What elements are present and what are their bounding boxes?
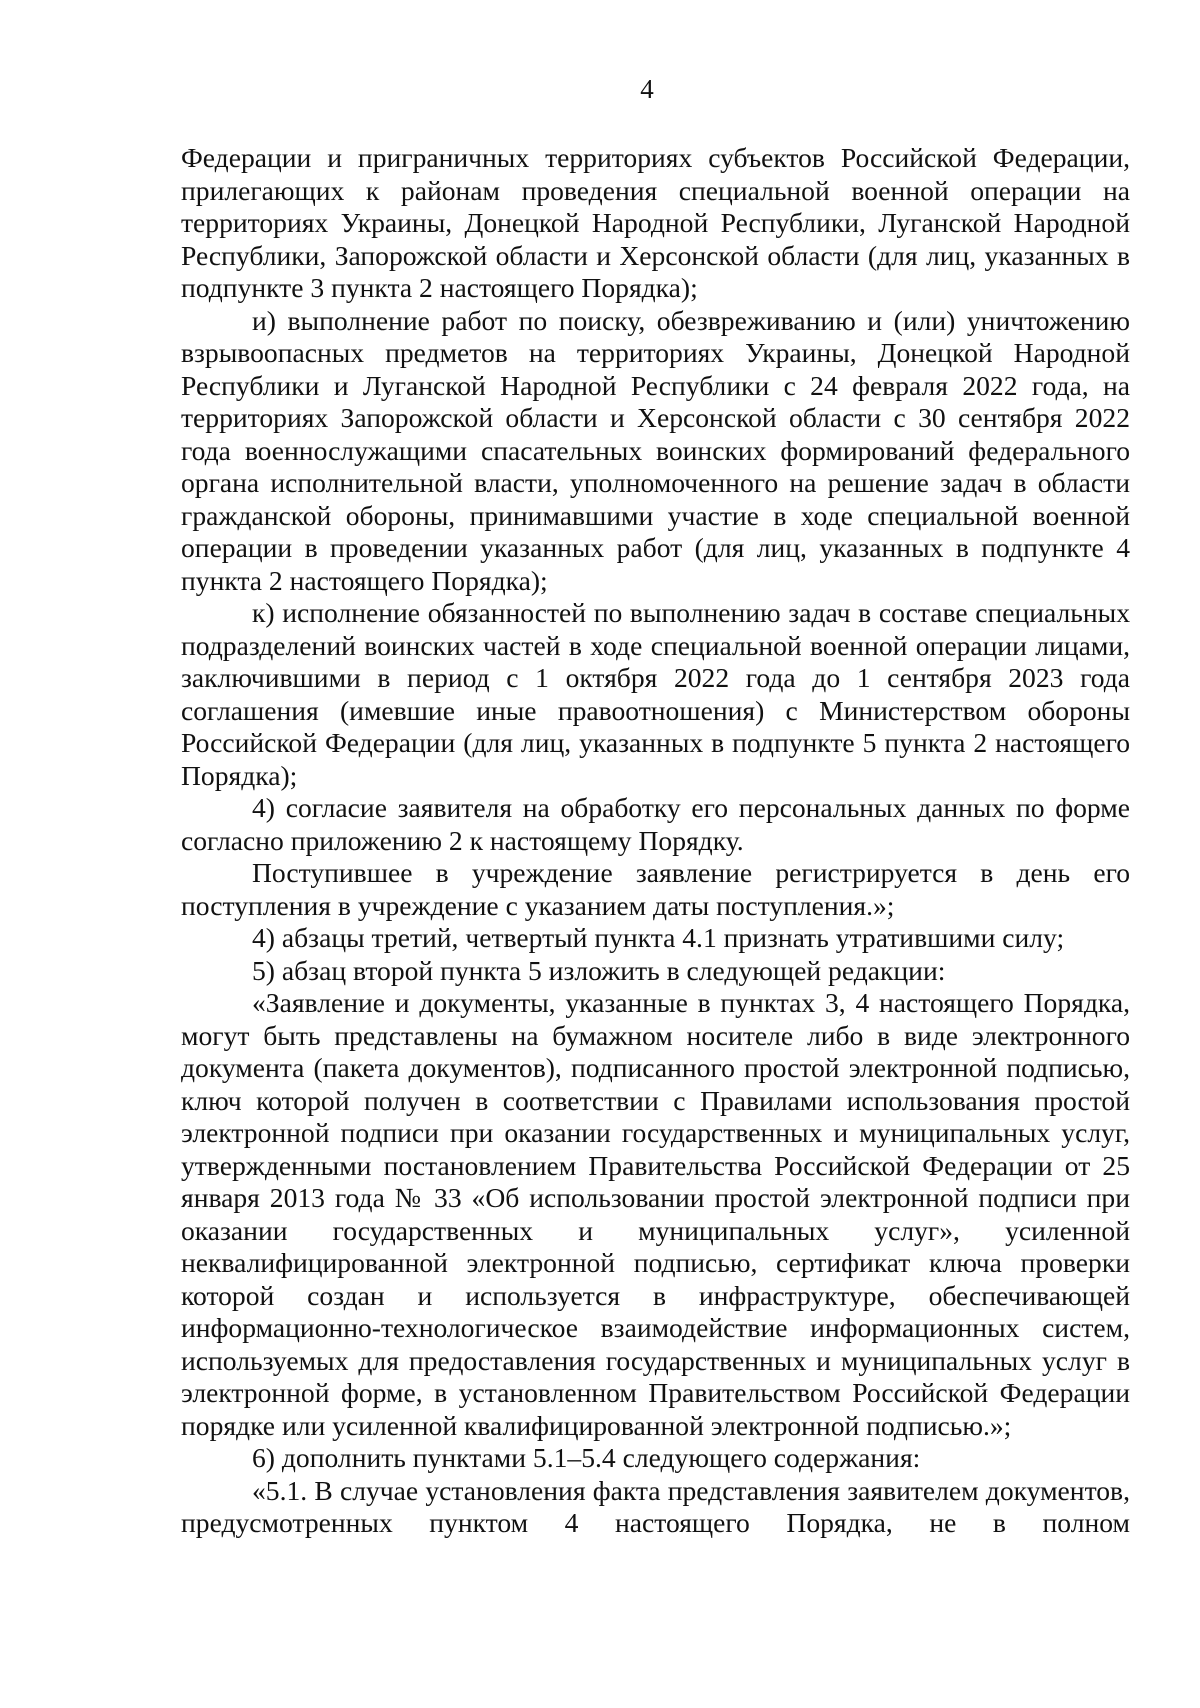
paragraph-amendment-5: 5) абзац второй пункта 5 изложить в следующей редакции:	[252, 954, 946, 986]
paragraph-item-k: к) исполнение обязанностей по выполнению задач в составе специальных подразделений воинских частей в ходе специальной военной операции лицами, заключившими в период с 1 октября 2022 года до 1 сентября 2023 года соглашения (имевшие иные правоотношения) с Министерством обороны Российской Федерации (для лиц, указанных в подпункте 5 пункта 2 настоящего Порядка);	[181, 597, 1130, 791]
paragraph-item-5-1: «5.1. В случае установления факта представления заявителем документов, предусмотренных пунктом 4 настоящего Порядка, не в полном	[181, 1474, 1130, 1538]
paragraph-item-i: и) выполнение работ по поиску, обезвреживанию и (или) уничтожению взрывоопасных предметов на территориях Украины, Донецкой Народной Республики и Луганской Народной Республики с 24 февраля 2022 года, на территориях Запорожской области и Херсонской области с 30 сентября 2022 года военнослужащими спасательных воинских формирований федерального органа исполнительной власти, уполномоченного на решение задач в области гражданской обороны, принимавшими участие в ходе специальной военной операции в проведении указанных работ (для лиц, указанных в подпункте 4 пункта 2 настоящего Порядка);	[181, 304, 1130, 596]
paragraph-registration: Поступившее в учреждение заявление регистрируется в день его поступления в учреждение с указанием даты поступления.»;	[181, 857, 1130, 921]
paragraph-amendment-6: 6) дополнить пунктами 5.1–5.4 следующего содержания:	[252, 1442, 921, 1473]
paragraph-quoted-edition: «Заявление и документы, указанные в пунктах 3, 4 настоящего Порядка, могут быть представлены на бумажном носителе либо в виде электронного документа (пакета документов), подписанного простой электронной подписью, ключ которой получен в соответствии с Правилами использования простой электронной подписи при оказании государственных и муниципальных услуг, утвержденными постановлением Правительства Российской Федерации от 25 января 2013 года № 33 «Об использовании простой электронной подписи при оказании государственных и муниципальных услуг», усиленной неквалифицированной электронной подписью, сертификат ключа проверки которой создан и используется в инфраструктуре, обеспечивающей информационно-технологическое взаимодействие информационных систем, используемых для предоставления государственных и муниципальных услуг в электронной форме, в установленном Правительством Российской Федерации порядке или усиленной квалифицированной электронной подписью.»;	[181, 987, 1130, 1441]
paragraph-continuation: Федерации и приграничных территориях субъектов Российской Федерации, прилегающих к районам проведения специальной военной операции на территориях Украины, Донецкой Народной Республики, Луганской Народной Республики, Запорожской области и Херсонской области (для лиц, указанных в подпункте 3 пункта 2 настоящего Порядка);	[181, 142, 1130, 303]
page-number: 4	[640, 74, 654, 104]
paragraph-amendment-4: 4) абзацы третий, четвертый пункта 4.1 признать утратившими силу;	[252, 922, 1065, 953]
document-body	[181, 142, 1130, 1540]
paragraph-item-4-consent: 4) согласие заявителя на обработку его персональных данных по форме согласно приложению 2 к настоящему Порядку.	[181, 792, 1130, 856]
